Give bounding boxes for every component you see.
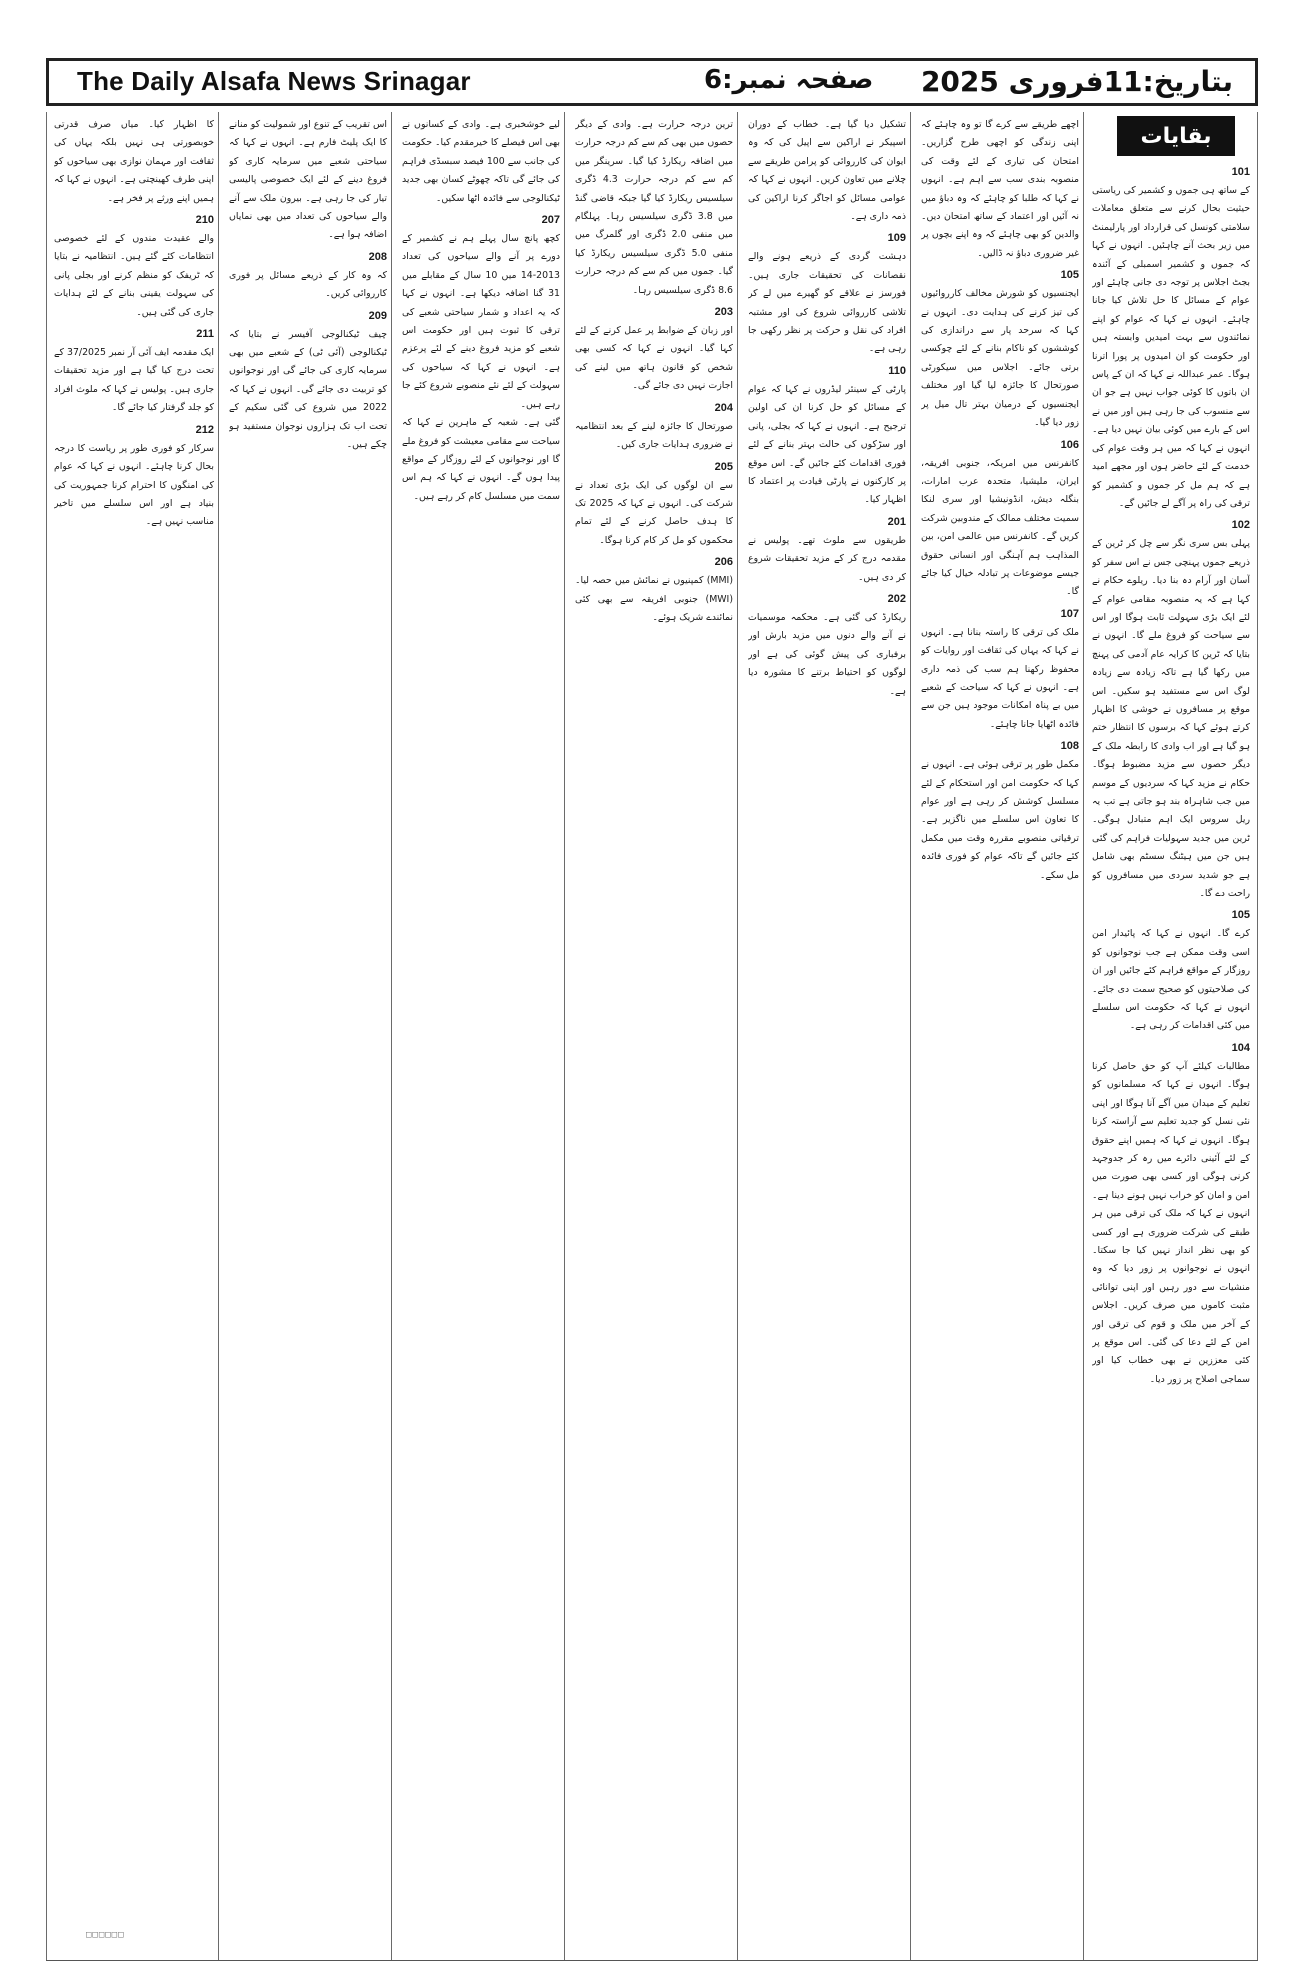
article-number: 101 <box>1231 166 1250 178</box>
article-text: لیے خوشخبری ہے۔ وادی کے کسانوں نے بھی اس فیصلے کا خیرمقدم کیا۔ حکومت کی جانب سے 100 فیصد سبسڈی فراہم کی جائے گی تاکہ چھوٹے کسان بھی جدید ٹیکنالوجی سے فائدہ اٹھا سکیں۔ <box>402 119 560 204</box>
article-text: چیف ٹیکنالوجی آفیسر نے بتایا کہ ٹیکنالوجی (آئی ٹی) کے شعبے میں بھی سرمایہ کاری کی جائے گی اور نوجوانوں کو تربیت دی جائے گی۔ انہوں نے کہا کہ 2022 میں شروع کی گئی سکیم کے تحت اب تک ہزاروں نوجوان مستفید ہو چکے ہیں۔ <box>229 328 387 451</box>
article-text: ملک کی ترقی کا راستہ بنانا ہے۔ انہوں نے کہا کہ یہاں کی ثقافت اور روایات کو محفوظ رکھنا ہم سب کی ذمہ داری ہے۔ انہوں نے کہا کہ سیاحت کے شعبے میں بے پناہ امکانات موجود ہیں جن سے فائدہ اٹھایا جانا چاہئے۔ <box>921 626 1079 730</box>
article-number: 203 <box>714 306 733 319</box>
article-text: سرکار کو فوری طور پر ریاست کا درجہ بحال کرنا چاہئے۔ انہوں نے کہا کہ عوام کی امنگوں کا احترام کرنا جمہوریت کی بنیاد ہے اور اس سلسلے میں تاخیر مناسب نہیں ہے۔ <box>54 442 214 528</box>
article-number: 108 <box>1060 740 1079 753</box>
footer-mark: □□□□□□ <box>86 1930 125 1940</box>
article-text: طریقوں سے ملوث تھے۔ پولیس نے مقدمہ درج کر کے مزید تحقیقات شروع کر دی ہیں۔ <box>748 534 906 583</box>
article-number: 211 <box>196 328 214 341</box>
article-text: اس تقریب کے تنوع اور شمولیت کو منانے کا ایک پلیٹ فارم ہے۔ انہوں نے کہا کہ سیاحتی شعبے میں سرمایہ کاری کو فروغ دینے کے لئے ایک خصوصی پالیسی تیار کی جا رہی ہے۔ بیرون ملک سے آنے والے سیاحوں کی تعداد میں بھی نمایاں اضافہ ہوا ہے۔ <box>229 119 387 241</box>
column-rule <box>564 112 565 1960</box>
article-text: (MMI) کمپنیوں نے نمائش میں حصہ لیا۔ (MWI) جنوبی افریقہ سے بھی کئی نمائندے شریک ہوئے۔ <box>575 575 733 623</box>
article-text: مطالبات کیلئے آپ کو حق حاصل کرنا ہوگا۔ انہوں نے کہا کہ مسلمانوں کو تعلیم کے میدان میں آگے آنا ہوگا اور اپنی نئی نسل کو جدید تعلیم سے آراستہ کرنا ہوگا۔ انہوں نے کہا کہ ہمیں اپنے حقوق کے لئے آئینی دائرے میں رہ کر جدوجہد کرنی ہوگی اور کسی بھی صورت میں امن و امان کو خراب نہیں ہونے دینا ہے۔ انہوں نے کہا کہ ملک کی ترقی میں ہر طبقے کی شرکت ضروری ہے اور کسی کو بھی نظر انداز نہیں کیا جا سکتا۔ انہوں نے نوجوانوں پر زور دیا کہ وہ منشیات سے دور رہیں اور اپنی توانائی مثبت کاموں میں صرف کریں۔ اجلاس کے آخر میں ملک و قوم کی ترقی اور امن کے لئے دعا کی گئی۔ اس موقع پر کئی معززین نے بھی خطاب کیا اور سماجی اصلاح پر زور دیا۔ <box>1092 1060 1250 1385</box>
article-text: ایک مقدمہ ایف آئی آر نمبر 37/2025 کے تحت درج کیا گیا ہے اور مزید تحقیقات جاری ہیں۔ پولیس نے کہا کہ ملوث افراد کو جلد گرفتار کیا جائے گا۔ <box>54 347 214 414</box>
article-number: 212 <box>195 423 214 436</box>
column-rule <box>46 112 47 1960</box>
article-number: 205 <box>714 460 733 473</box>
issue-date: بتاریخ:11فروری 2025 <box>920 65 1233 98</box>
article-text: صورتحال کا جائزہ لینے کے بعد انتظامیہ نے ضروری ہدایات جاری کیں۔ <box>575 420 733 451</box>
article-text: دہشت گردی کے ذریعے ہونے والے نقصانات کی تحقیقات جاری ہیں۔ فورسز نے علاقے کو گھیرے میں لے کر تلاشی کارروائی شروع کی اور مشتبہ افراد کی نقل و حرکت پر نظر رکھی جا رہی ہے۔ <box>748 251 906 355</box>
column-6 <box>229 116 387 1952</box>
column-7 <box>54 116 214 1952</box>
article-number: 107 <box>1060 607 1079 620</box>
article-text: پہلی بس سری نگر سے چل کر ٹرین کے ذریعے جموں پہنچی جس نے اس سفر کو آسان اور آرام دہ بنا دیا۔ ریلوے حکام نے کہا ہے کہ یہ منصوبہ مقامی عوام کے لئے ایک بڑی سہولت ثابت ہوگا اور اس سے سیاحت کو فروغ ملے گا۔ انہوں نے بتایا کہ ٹرین کا کرایہ عام آدمی کی پہنچ میں رکھا گیا ہے تاکہ زیادہ سے زیادہ لوگ اس سے مستفید ہو سکیں۔ اس موقع پر مسافروں نے خوشی کا اظہار کرتے ہوئے کہا کہ برسوں کا انتظار ختم ہو گیا ہے اور اب وادی کا رابطہ ملک کے دیگر حصوں سے مزید مضبوط ہوگا۔ حکام نے مزید کہا کہ سردیوں کے موسم میں جب شاہراہ بند ہو جاتی ہے تب یہ ریل سروس ایک اہم متبادل ہوگی۔ ٹرین میں جدید سہولیات فراہم کی گئی ہیں جن میں ہیٹنگ سسٹم بھی شامل ہے جو شدید سردی میں مسافروں کو راحت دے گا۔ <box>1092 538 1250 900</box>
page-number: صفحہ نمبر:6 <box>704 65 874 95</box>
column-2 <box>921 116 1079 1952</box>
article-number: 202 <box>887 592 906 605</box>
article-number: 104 <box>1231 1041 1250 1054</box>
article-text: کا اظہار کیا۔ میاں صرف قدرتی خوبصورتی ہی نہیں بلکہ یہاں کی ثقافت اور مہمان نوازی بھی سیاحوں کو اپنی طرف کھینچتی ہے۔ انہوں نے کہا کہ ہمیں اپنے ورثے پر فخر ہے۔ <box>54 119 214 204</box>
article-number: 206 <box>714 556 733 569</box>
article-number: 204 <box>714 401 733 414</box>
article-text: اچھے طریقے سے کرے گا تو وہ چاہئے کہ اپنی زندگی کو اچھی طرح گزاریں۔ امتحان کی تیاری کے لئے وقت کی منصوبہ بندی سب سے اہم ہے۔ انہوں نے کہا کہ طلبا کو چاہئے کہ وہ دباؤ میں نہ آئیں اور اعتماد کے ساتھ امتحان دیں۔ والدین کو بھی چاہئے کہ وہ اپنے بچوں پر غیر ضروری دباؤ نہ ڈالیں۔ <box>921 119 1079 259</box>
masthead <box>46 58 1258 106</box>
column-rule <box>391 112 392 1960</box>
article-text: سے ان لوگوں کی ایک بڑی تعداد نے شرکت کی۔ انہوں نے کہا کہ 2025 تک کا ہدف حاصل کرنے کے لئے تمام محکموں کو مل کر کام کرنا ہوگا۔ <box>575 479 733 546</box>
column-rule <box>910 112 911 1960</box>
article-number: 105 <box>1060 269 1079 282</box>
article-text: والے عقیدت مندوں کے لئے خصوصی انتظامات کئے گئے ہیں۔ انتظامیہ نے بتایا کہ ٹریفک کو منظم کرنے اور بجلی پانی کی سہولت یقینی بنانے کے لئے ہدایات جاری کی گئی ہیں۔ <box>54 233 214 318</box>
article-number: 110 <box>888 364 906 377</box>
article-text: ریکارڈ کی گئی ہے۔ محکمہ موسمیات نے آنے والے دنوں میں مزید بارش اور برفباری کی پیش گوئی کی ہے اور لوگوں کو احتیاط برتنے کا مشورہ دیا ہے۔ <box>748 611 906 697</box>
article-number: 109 <box>887 232 906 245</box>
article-text: کانفرنس میں امریکہ، جنوبی افریقہ، ایران، ملیشیا، متحدہ عرب امارات، بنگلہ دیش، انڈونیشیا اور سری لنکا سمیت مختلف ممالک کے مندوبین شرکت کریں گے۔ کانفرنس میں عالمی امن، بین المذاہب ہم آہنگی اور انسانی حقوق جیسے موضوعات پر تبادلہ خیال کیا جائے گا۔ <box>921 457 1079 598</box>
baqiyat-heading: بقایات <box>1117 116 1235 156</box>
article-number: 106 <box>1060 438 1079 451</box>
article-text: پارٹی کے سینئر لیڈروں نے کہا کہ عوام کے مسائل کو حل کرنا ان کی اولین ترجیح ہے۔ انہوں نے کہا کہ بجلی، پانی اور سڑکوں کی حالت بہتر بنانے کے لئے فوری اقدامات کئے جائیں گے۔ اس موقع پر کارکنوں نے پارٹی قیادت پر اعتماد کا اظہار کیا۔ <box>748 383 906 506</box>
article-text: اور زبان کے ضوابط پر عمل کرنے کے لئے کہا گیا۔ انہوں نے کہا کہ کسی بھی شخص کو قانون ہاتھ میں لینے کی اجازت نہیں دی جائے گی۔ <box>575 325 733 392</box>
article-text: گئی ہے۔ شعبہ کے ماہرین نے کہا کہ سیاحت سے مقامی معیشت کو فروغ ملے گا اور نوجوانوں کے لئے روزگار کے مواقع پیدا ہوں گے۔ انہوں نے کہا کہ ہم اس سمت میں مسلسل کام کر رہے ہیں۔ <box>402 417 560 502</box>
article-number: 209 <box>368 309 387 322</box>
column-3 <box>748 116 906 1952</box>
newspaper-title: The Daily Alsafa News Srinagar <box>77 66 471 96</box>
article-text: کچھ پانچ سال پہلے ہم نے کشمیر کے دورے پر آنے والے سیاحوں کی تعداد 2013-14 میں 10 سال کے مقابلے میں 31 گنا اضافہ دیکھا ہے۔ انہوں نے کہا کہ یہ اعداد و شمار سیاحتی شعبے کی ترقی کا ثبوت ہیں اور حکومت اس شعبے کو مزید فروغ دینے کے لئے پرعزم ہے۔ انہوں نے کہا کہ سیاحوں کی سہولت کے لئے نئے منصوبے شروع کئے جا رہے ہیں۔ <box>402 233 560 410</box>
column-rule <box>218 112 219 1960</box>
article-text: ایجنسیوں کو شورش مخالف کارروائیوں کی تیز کرنے کی ہدایت دی۔ انہوں نے کہا کہ سرحد پار سے دراندازی کی کوششوں کو ناکام بنانے کے لئے چوکسی برتی جائے۔ اجلاس میں سیکورٹی صورتحال کا جائزہ لیا گیا اور مختلف ایجنسیوں کے درمیان بہتر تال میل پر زور دیا گیا۔ <box>921 288 1079 429</box>
article-text: کرے گا۔ انہوں نے کہا کہ پائیدار امن اسی وقت ممکن ہے جب نوجوانوں کو روزگار کے مواقع فراہم کئے جائیں اور ان کی صلاحیتوں کو صحیح سمت دی جائے۔ انہوں نے کہا کہ حکومت اس سلسلے میں کئی اقدامات کر رہی ہے۔ <box>1092 928 1250 1032</box>
article-number: 208 <box>368 250 387 263</box>
article-text: کہ وہ کار کے ذریعے مسائل پر فوری کارروائی کریں۔ <box>229 269 387 300</box>
column-rule <box>1257 112 1258 1960</box>
column-rule <box>737 112 738 1960</box>
article-number: 105 <box>1231 909 1250 922</box>
article-number: 207 <box>541 214 560 227</box>
column-rule <box>1083 112 1084 1960</box>
article-text: ترین درجہ حرارت ہے۔ وادی کے دیگر حصوں میں بھی کم سے کم درجہ حرارت میں اضافہ ریکارڈ کیا گیا۔ سرینگر میں کم سے کم درجہ حرارت 4.3 ڈگری سیلسیس ریکارڈ کیا گیا جبکہ قاضی گنڈ میں 3.8 ڈگری سیلسیس رہا۔ پہلگام میں منفی 2.0 ڈگری اور گلمرگ میں منفی 5.0 ڈگری سیلسیس ریکارڈ کیا گیا۔ جموں میں کم سے کم درجہ حرارت 8.6 ڈگری سیلسیس رہا۔ <box>575 119 733 296</box>
article-text: کے ساتھ ہی جموں و کشمیر کی ریاستی حیثیت بحال کرنے سے متعلق معاملات سلامتی کونسل کی قرارداد اور پارلیمنٹ میں زیر بحث آنے چاہئیں۔ انہوں نے کہا کہ جموں و کشمیر اسمبلی کے آئندہ بجٹ اجلاس پر توجہ دی جانی چاہئے اور عوام کے مسائل کا حل تلاش کیا جانا چاہئے۔ انہوں نے کہا کہ عوام کو اپنے نمائندوں سے بہت امیدیں وابستہ ہیں اور حکومت کو ان امیدوں پر پورا اترنا ہوگا۔ عمر عبداللہ نے کہا کہ ان کے پاس ان باتوں کا کوئی جواب نہیں ہے جو ان سے منسوب کی جا رہی ہیں اور میں نے اس کے بارے میں کوئی بیان نہیں دیا ہے۔ انہوں نے کہا کہ میں ہر وقت عوام کی خدمت کے لئے حاضر ہوں اور مجھے امید ہے کہ ہم مل کر جموں و کشمیر کو ترقی کی راہ پر آگے لے جائیں گے۔ <box>1092 185 1250 509</box>
article-text: تشکیل دیا گیا ہے۔ خطاب کے دوران اسپیکر نے اراکین سے اپیل کی کہ وہ ایوان کی کارروائی کو پرامن طریقے سے چلانے میں تعاون کریں۔ انہوں نے کہا کہ عوامی مسائل کو اجاگر کرنا اراکین کی ذمہ داری ہے۔ <box>748 119 906 223</box>
article-text: مکمل طور پر ترقی ہوئی ہے۔ انہوں نے کہا کہ حکومت امن اور استحکام کے لئے مسلسل کوشش کر رہی ہے اور عوام کا تعاون اس سلسلے میں ناگزیر ہے۔ ترقیاتی منصوبے مقررہ وقت میں مکمل کئے جائیں گے تاکہ عوام کو فوری فائدہ مل سکے۔ <box>921 759 1079 881</box>
article-number: 102 <box>1231 519 1250 532</box>
article-number: 201 <box>887 515 906 528</box>
column-1 <box>1092 160 1250 1940</box>
bottom-rule <box>46 1960 1258 1961</box>
column-5 <box>402 116 560 1952</box>
article-number: 210 <box>195 214 214 227</box>
column-4 <box>575 116 733 1952</box>
